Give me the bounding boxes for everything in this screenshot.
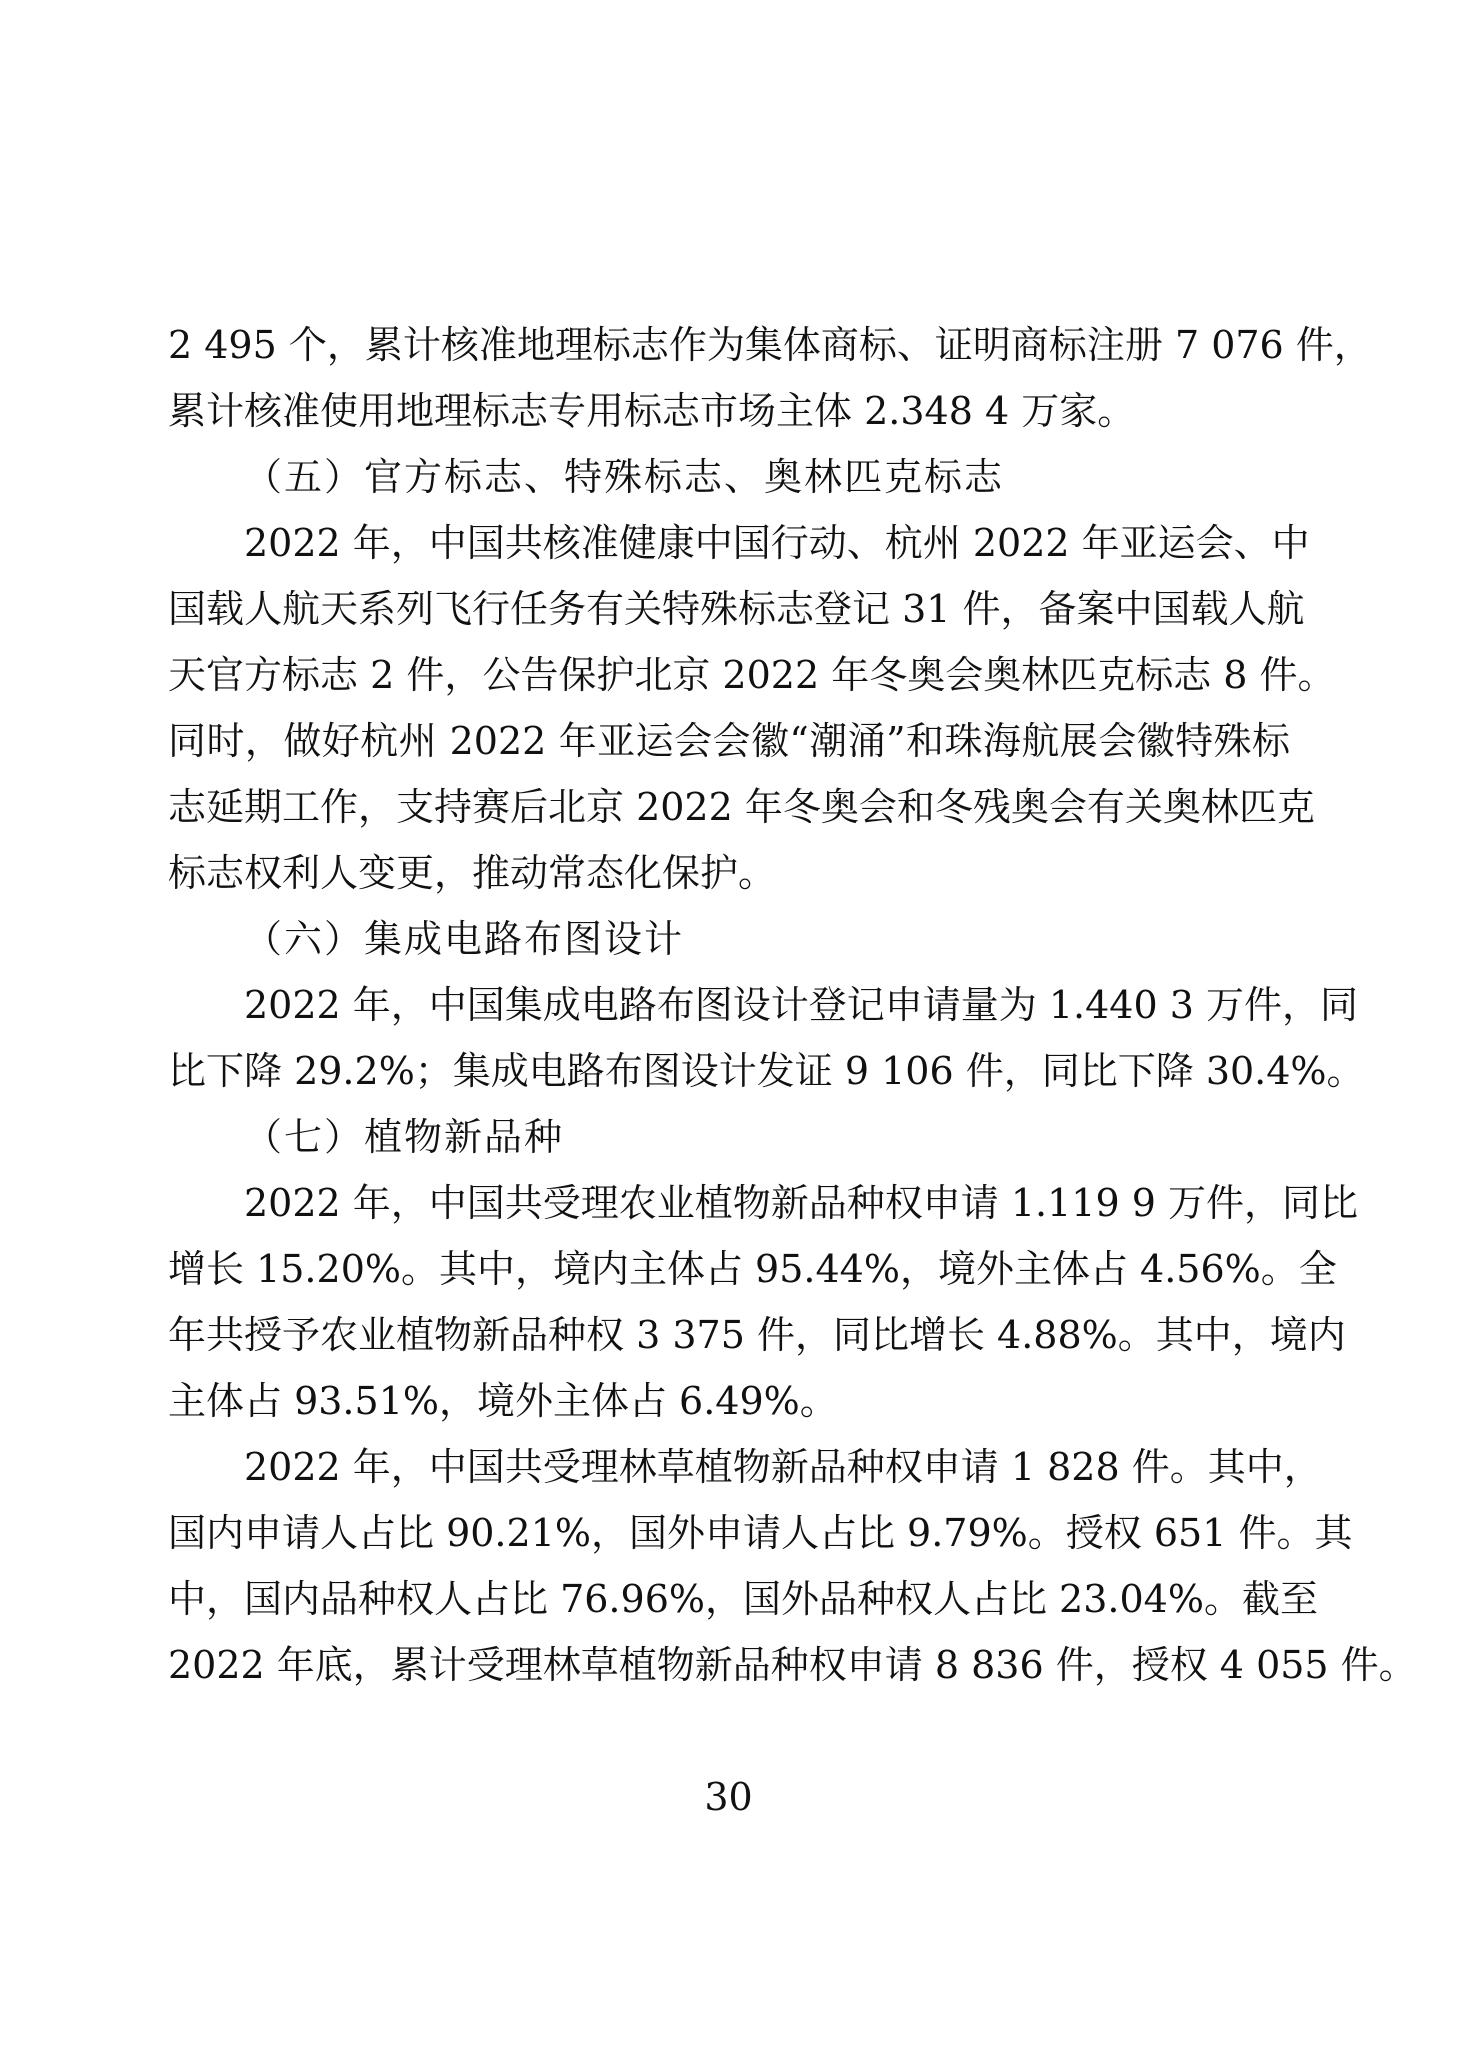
page-number: 30 — [704, 1775, 753, 1819]
paragraph-line: 中，国内品种权人占比 76.96%，国外品种权人占比 23.04%。截至 — [168, 1577, 1318, 1621]
section-heading-five: （五）官方标志、特殊标志、奥林匹克标志 — [244, 455, 1005, 499]
paragraph-line: 2022 年，中国共受理林草植物新品种权申请 1 828 件。其中， — [244, 1445, 1322, 1489]
section-heading-six: （六）集成电路布图设计 — [244, 917, 685, 961]
paragraph-line: 增长 15.20%。其中，境内主体占 95.44%，境外主体占 4.56%。全 — [168, 1247, 1337, 1291]
section-heading-seven: （七）植物新品种 — [244, 1115, 565, 1159]
paragraph-line: 主体占 93.51%，境外主体占 6.49%。 — [168, 1379, 838, 1423]
paragraph-line: 2 495 个，累计核准地理标志作为集体商标、证明商标注册 7 076 件， — [168, 323, 1372, 367]
paragraph-line: 标志权利人变更，推动常态化保护。 — [168, 851, 777, 895]
body-text — [168, 312, 1417, 1698]
paragraph-line: 比下降 29.2%；集成电路布图设计发证 9 106 件，同比下降 30.4%。 — [168, 1049, 1365, 1093]
paragraph-line: 2022 年底，累计受理林草植物新品种权申请 8 836 件，授权 4 055 件。 — [168, 1643, 1417, 1687]
paragraph-line: 累计核准使用地理标志专用标志市场主体 2.348 4 万家。 — [168, 389, 1136, 433]
paragraph-line: 国内申请人占比 90.21%，国外申请人占比 9.79%。授权 651 件。其 — [168, 1511, 1353, 1555]
paragraph-line: 2022 年，中国集成电路布图设计登记申请量为 1.440 3 万件，同 — [244, 983, 1358, 1027]
paragraph-line: 年共授予农业植物新品种权 3 375 件，同比增长 4.88%。其中，境内 — [168, 1313, 1346, 1357]
paragraph-line: 2022 年，中国共受理农业植物新品种权申请 1.119 9 万件，同比 — [244, 1181, 1358, 1225]
paragraph-line: 天官方标志 2 件，公告保护北京 2022 年冬奥会奥林匹克标志 8 件。 — [168, 653, 1336, 697]
paragraph-line: 同时，做好杭州 2022 年亚运会会徽“潮涌”和珠海航展会徽特殊标 — [168, 719, 1290, 763]
paragraph-line: 2022 年，中国共核准健康中国行动、杭州 2022 年亚运会、中 — [244, 521, 1310, 565]
paragraph-line: 志延期工作，支持赛后北京 2022 年冬奥会和冬残奥会有关奥林匹克 — [168, 785, 1315, 829]
paragraph-line: 国载人航天系列飞行任务有关特殊标志登记 31 件，备案中国载人航 — [168, 587, 1305, 631]
